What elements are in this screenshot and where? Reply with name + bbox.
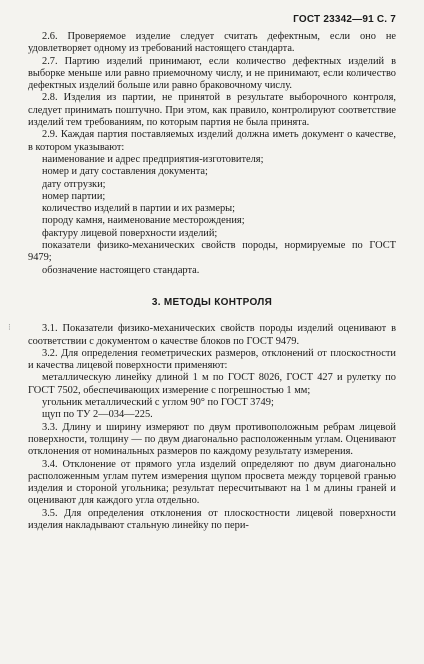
paragraph-3-1: 3.1. Показатели физико-механических свойств породы изделий оценивают в соответствии с документом о качестве блоков по ГОСТ 9479. [28, 323, 396, 347]
list-item: угольник металлический с углом 90° по ГОСТ 3749; [42, 397, 274, 409]
paragraph-2-6: 2.6. Проверяемое изделие следует считать дефектным, если оно не удовлетворяет одному из требований настоящего стандарта. [28, 31, 396, 55]
list-item: показатели физико-механических свойств породы, нормируемые по ГОСТ 9479; [28, 240, 396, 264]
tools-list [28, 372, 396, 421]
paragraph-2-8: 2.8. Изделия из партии, не принятой в результате выборочного контроля, следует принимать поштучно. При этом, как правило, контролируют соответствие изделий тем требованиям, по которым партия не была принята. [28, 92, 396, 129]
quality-document-list [28, 154, 396, 277]
margin-mark: ⁝ [8, 322, 11, 332]
list-item: номер партии; [42, 190, 106, 202]
paragraph-3-2: 3.2. Для определения геометрических размеров, отклонений от плоскостности и качества лицевой поверхности применяют: [28, 347, 396, 372]
list-item: количество изделий в партии и их размеры; [42, 203, 236, 215]
list-item: щуп по ТУ 2—034—225. [42, 409, 153, 421]
list-item: наименование и адрес предприятия-изготовителя; [42, 153, 264, 165]
list-item: металлическую линейку длиной 1 м по ГОСТ 8026, ГОСТ 427 и рулетку по ГОСТ 7502, обеспечивающих измерение с погрешностью 1 мм; [28, 372, 396, 396]
list-item: номер и дату составления документа; [42, 166, 208, 178]
paragraph-2-9: 2.9. Каждая партия поставляемых изделий должна иметь документ о качестве, в котором указывают: [28, 129, 396, 153]
paragraph-3-3: 3.3. Длину и ширину измеряют по двум противоположным ребрам лицевой поверхности, толщину — по двум диагонально расположенным углам. Оценивают отклонения от номинальных размеров по каждому результату измерения. [28, 421, 396, 458]
section-title: 3. МЕТОДЫ КОНТРОЛЯ [151, 296, 273, 308]
page-content [28, 31, 396, 532]
paragraph-3-4: 3.4. Отклонение от прямого угла изделий определяют по двум диагонально расположенным углам путем измерения щупом просвета между торцевой гранью изделия и стороной угольника; результат пересчитывают на 1 м длины граней и оценивают для каждого угла отдельно. [28, 458, 396, 507]
list-item: фактуру лицевой поверхности изделий; [42, 227, 218, 239]
page-header: ГОСТ 23342—91 С. 7 [293, 14, 396, 25]
list-item: породу камня, наименование месторождения; [42, 215, 245, 227]
list-item: дату отгрузки; [42, 178, 106, 190]
paragraph-3-5: 3.5. Для определения отклонения от плоскостности лицевой поверхности изделия накладывают стальную линейку по пери- [28, 507, 396, 531]
paragraph-2-7: 2.7. Партию изделий принимают, если количество дефектных изделий в выборке меньше или равно приемочному числу, и не принимают, если количество дефектных изделий больше или равно браковочному числу. [28, 55, 396, 92]
list-item: обозначение настоящего стандарта. [42, 264, 200, 276]
